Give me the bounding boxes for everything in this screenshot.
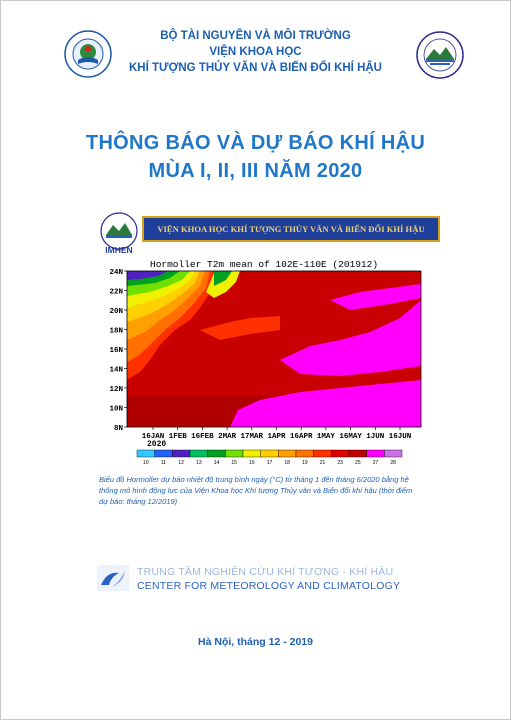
colorbar <box>137 450 402 466</box>
colorbar-level-label: 16 <box>249 460 255 466</box>
imhen-logo <box>98 211 140 257</box>
y-tick-label: 20N <box>109 308 123 316</box>
heatmap-field <box>127 271 421 427</box>
document-subtitle: MÙA I, II, III NĂM 2020 <box>148 160 363 182</box>
colorbar-level-label: 23 <box>337 460 343 466</box>
hormoller-chart <box>0 266 511 466</box>
colorbar-segment <box>331 450 349 457</box>
colorbar-segment <box>243 450 261 457</box>
center-name-vi: TRUNG TÂM NGHIÊN CỨU KHÍ TƯỢNG - KHÍ HẬU <box>137 566 394 578</box>
colorbar-level-label: 14 <box>213 460 220 466</box>
colorbar-level-label: 15 <box>231 460 237 466</box>
institute-banner: VIỆN KHOA HỌC KHÍ TƯỢNG THỦY VĂN VÀ BIẾN ĐỔI KHÍ HẬU <box>142 216 440 242</box>
x-tick-label: 17MAR <box>240 433 264 441</box>
colorbar-level-label: 17 <box>266 460 273 466</box>
document-title: THÔNG BÁO VÀ DỰ BÁO KHÍ HẬU <box>85 132 426 154</box>
colorbar-level-label: 19 <box>302 460 308 466</box>
colorbar-level-label: 12 <box>178 460 184 466</box>
colorbar-level-label: 13 <box>196 460 202 466</box>
x-tick-label: 16JUN <box>388 433 412 441</box>
colorbar-level-label: 27 <box>372 460 379 466</box>
x-tick-label: 16APR <box>289 433 313 441</box>
y-tick-label: 16N <box>109 347 123 355</box>
x-tick-label: 1MAY <box>316 433 335 441</box>
y-tick-label: 24N <box>109 269 123 277</box>
x-year-label: 2020 <box>147 440 167 449</box>
colorbar-segment <box>296 450 314 457</box>
place-date: Hà Nội, tháng 12 - 2019 <box>198 636 313 648</box>
colorbar-segment <box>172 450 190 457</box>
header-ministry: BỘ TÀI NGUYÊN VÀ MÔI TRƯỜNG <box>160 30 351 42</box>
y-tick-label: 22N <box>109 288 123 297</box>
colorbar-segment <box>208 450 226 457</box>
header-institute-field: KHÍ TƯỢNG THỦY VĂN VÀ BIẾN ĐỔI KHÍ HẬU <box>129 62 382 74</box>
x-tick-label: 16FEB <box>191 433 214 441</box>
y-tick-label: 18N <box>109 327 123 336</box>
x-tick-label: 1JUN <box>366 433 385 441</box>
colorbar-segment <box>190 450 208 457</box>
x-tick-label: 1FEB <box>168 433 187 441</box>
y-tick-label: 8N <box>113 425 123 433</box>
x-tick-label: 16JAN <box>141 433 165 441</box>
x-tick-label: 2MAR <box>218 433 237 441</box>
colorbar-segment <box>384 450 402 457</box>
colorbar-level-label: 28 <box>390 460 396 466</box>
colorbar-segment <box>349 450 367 457</box>
colorbar-level-label: 21 <box>319 460 326 466</box>
colorbar-segment <box>367 450 385 457</box>
chart-caption: Biểu đồ Hormoller dự báo nhiệt độ trung bình ngày (°C) từ tháng 1 đến tháng 6/2020 bằng hệ thống mô hình động lực của Viện Khoa học Khí tượng Thủy văn và Biến đổi khí hậu (thời điểm dự báo: tháng 12/2019) <box>99 475 413 506</box>
y-tick-label: 12N <box>109 386 123 394</box>
y-tick-label: 14N <box>109 366 123 375</box>
colorbar-segment <box>225 450 243 457</box>
colorbar-segment <box>155 450 173 457</box>
x-tick-label: 16MAY <box>339 433 362 441</box>
colorbar-segment <box>261 450 279 457</box>
y-tick-label: 10N <box>109 405 123 414</box>
imhen-logo-text: IMHEN <box>105 245 133 255</box>
chart-title: Hormoller T2m mean of 102E-110E (201912) <box>150 259 379 270</box>
colorbar-segment <box>278 450 296 457</box>
header-institute: VIỆN KHOA HỌC <box>209 46 302 58</box>
center-name-en: CENTER FOR METEOROLOGY AND CLIMATOLOGY <box>137 580 401 592</box>
colorbar-level-label: 11 <box>160 460 167 466</box>
colorbar-level-label: 18 <box>284 460 290 466</box>
colorbar-level-label: 10 <box>143 460 149 466</box>
colorbar-level-label: 25 <box>355 460 361 466</box>
y-axis <box>109 269 127 433</box>
x-axis <box>142 427 412 441</box>
colorbar-segment <box>314 450 332 457</box>
cmc-logo <box>97 565 129 591</box>
x-tick-label: 1APR <box>267 433 286 441</box>
colorbar-segment <box>137 450 155 457</box>
